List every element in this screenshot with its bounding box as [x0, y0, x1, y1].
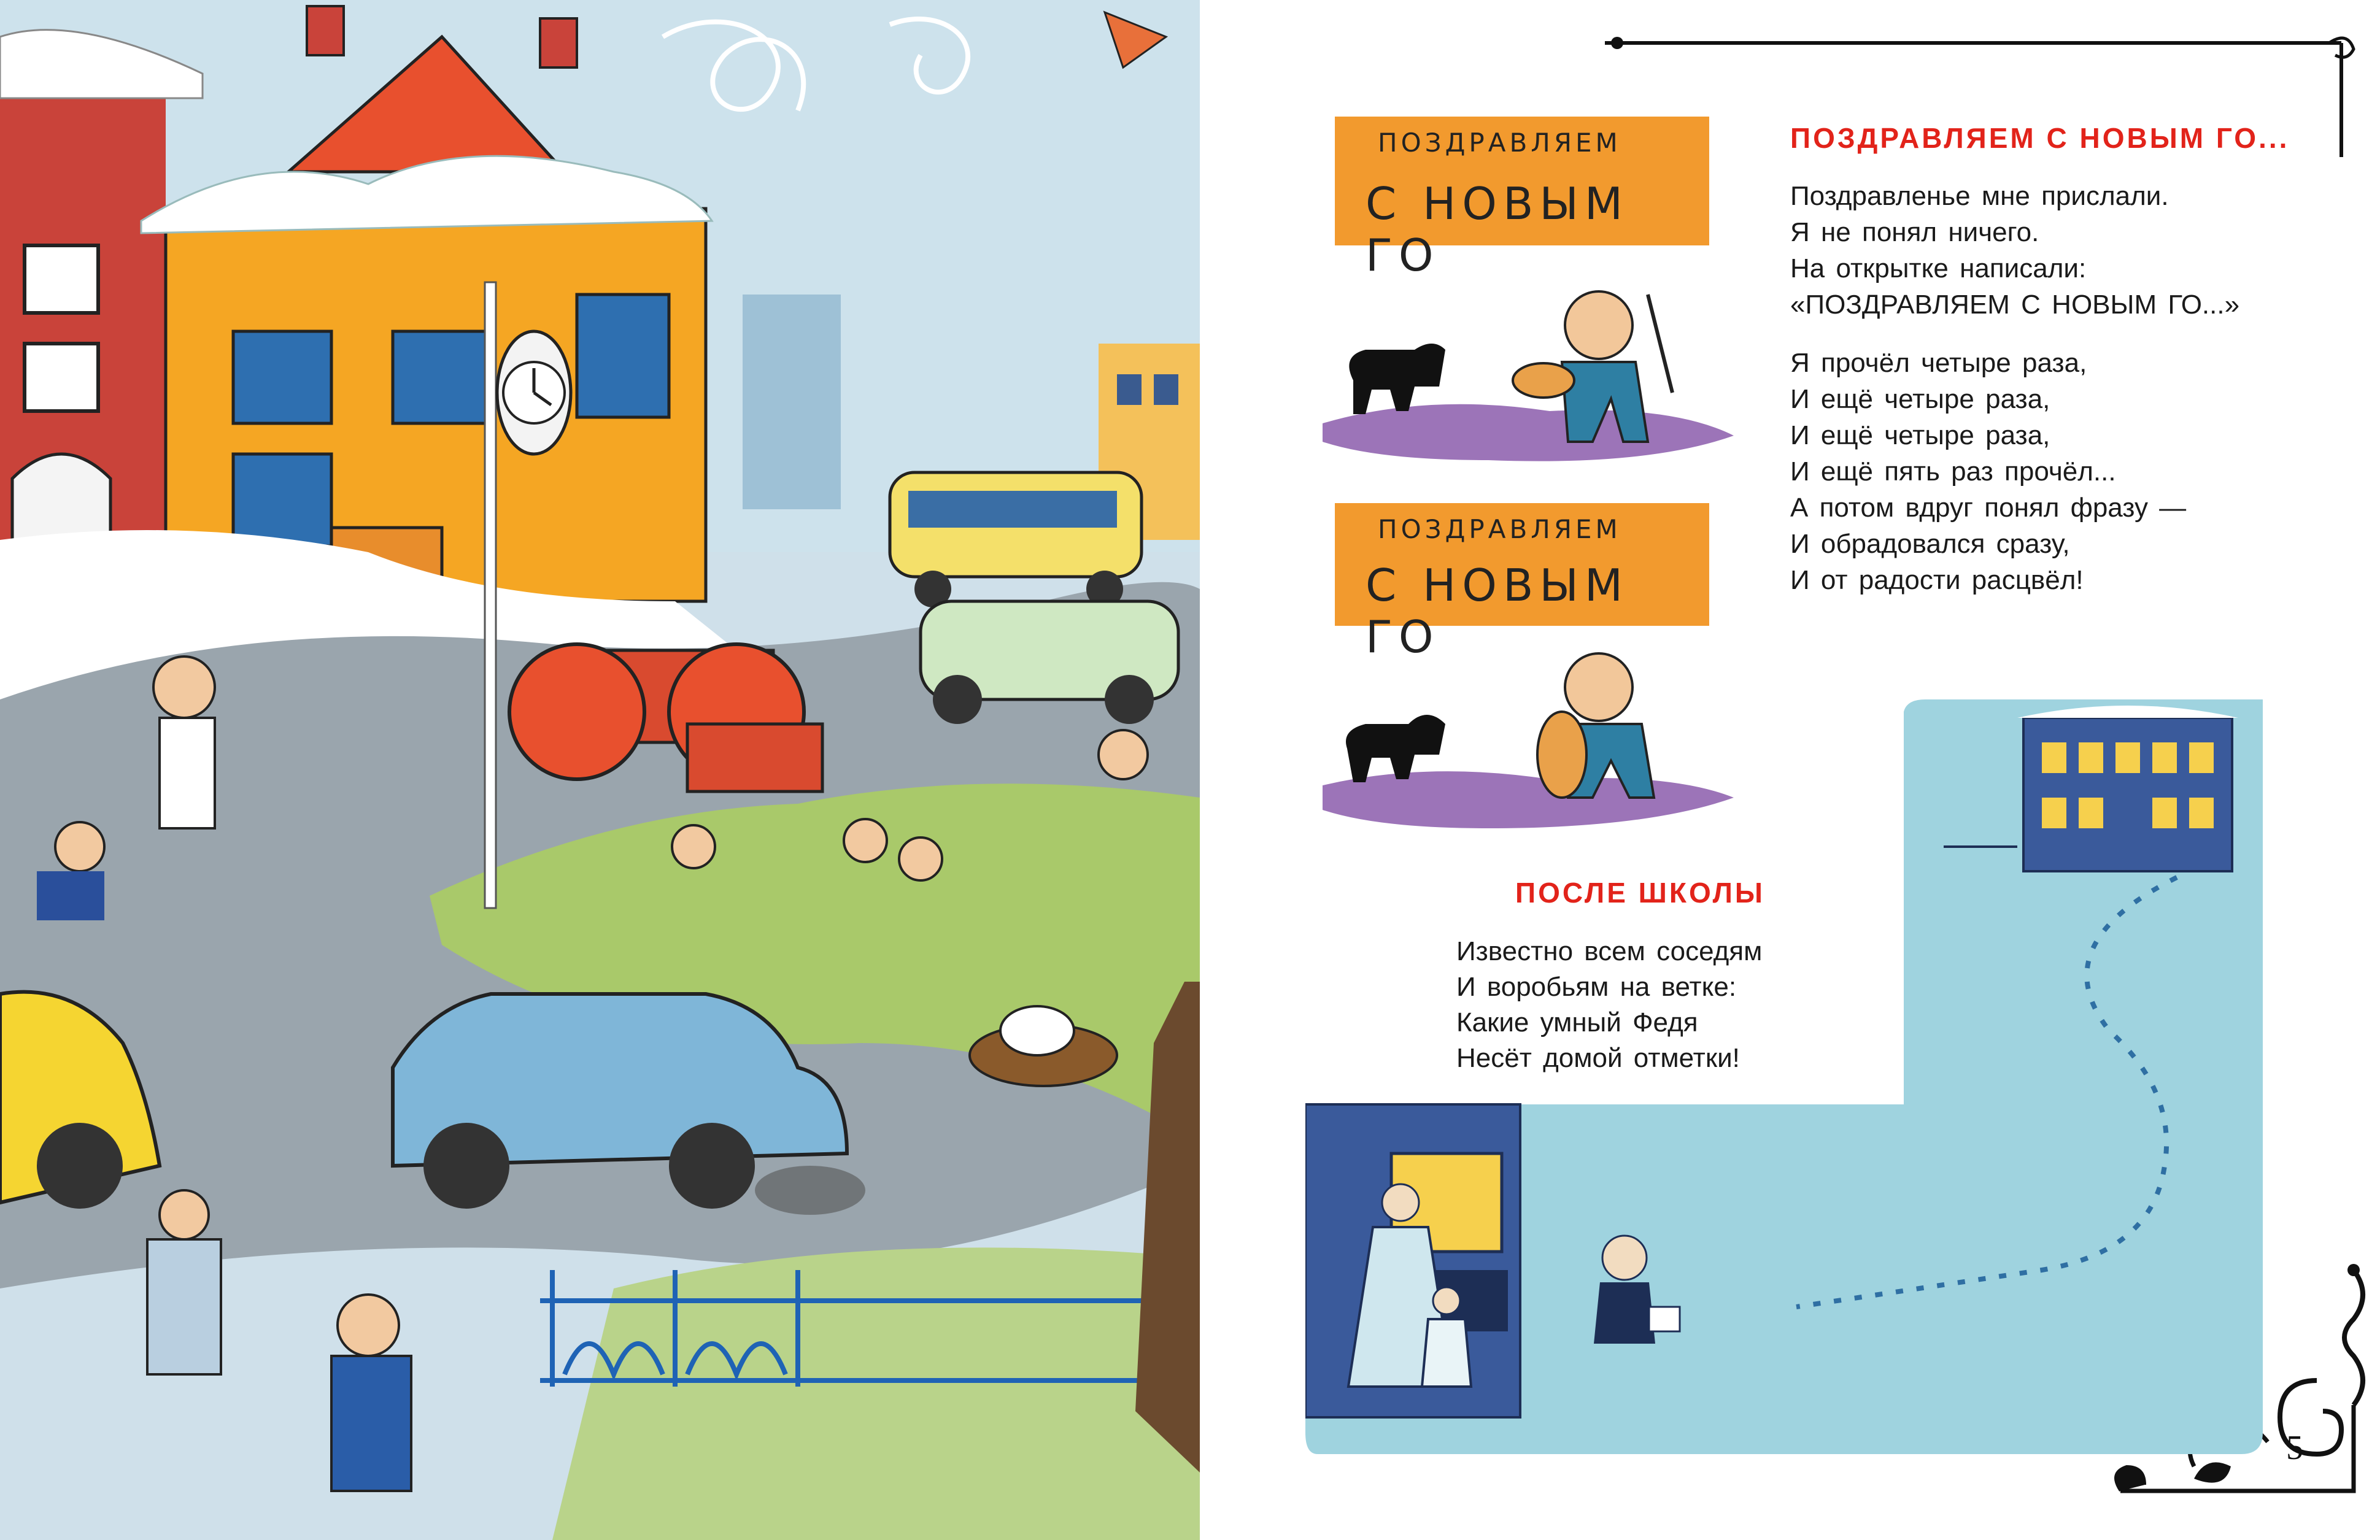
- poem-2-line: Несёт домой отметки!: [1456, 1043, 1740, 1073]
- card-1-line-1: ПОЗДРАВЛЯЕМ: [1378, 128, 1621, 158]
- poem-2-line: Какие умный Федя: [1456, 1007, 1698, 1038]
- poem-1-line: На открытке написали:: [1790, 253, 2087, 283]
- poem-2-line: Известно всем соседям: [1456, 936, 1763, 966]
- poem-1-line: Поздравленье мне прислали.: [1790, 181, 2169, 211]
- greeting-card-2: [1335, 503, 1709, 663]
- card-2-line-2: С НОВЫМ ГО: [1366, 560, 1629, 663]
- poem-2-line: И воробьям на ветке:: [1456, 972, 1737, 1002]
- poem-2-text: [1456, 934, 1762, 1076]
- after-school-illustration: [1305, 699, 2275, 1454]
- poem-1-text: [1790, 178, 2239, 598]
- poem-1-line: И ещё четыре раза,: [1790, 420, 2050, 450]
- poem-1-line: И от радости расцвёл!: [1790, 565, 2084, 595]
- text-page: [1200, 0, 2380, 1540]
- poem-1-line: И ещё четыре раза,: [1790, 384, 2050, 414]
- poem-1-line: И обрадовался сразу,: [1790, 529, 2070, 559]
- poem-2-title: ПОСЛЕ ШКОЛЫ: [1515, 877, 1765, 909]
- card-1-line-2: С НОВЫМ ГО: [1366, 178, 1629, 281]
- poem-1-line: А потом вдруг понял фразу —: [1790, 493, 2187, 523]
- boy-with-dog-illustration-1: [1304, 258, 1746, 472]
- poem-1-line: Я прочёл четыре раза,: [1790, 348, 2087, 378]
- poem-1-line: Я не понял ничего.: [1790, 217, 2039, 247]
- page-number: 5: [2286, 1429, 2303, 1467]
- greeting-card-1: [1335, 117, 1709, 281]
- poem-1-title: ПОЗДРАВЛЯЕМ С НОВЫМ ГО...: [1790, 122, 2290, 154]
- poem-1-line: И ещё пять раз прочёл...: [1790, 456, 2116, 487]
- poem-1-line: «ПОЗДРАВЛЯЕМ С НОВЫМ ГО...»: [1790, 290, 2240, 320]
- card-2-line-1: ПОЗДРАВЛЯЕМ: [1378, 514, 1621, 544]
